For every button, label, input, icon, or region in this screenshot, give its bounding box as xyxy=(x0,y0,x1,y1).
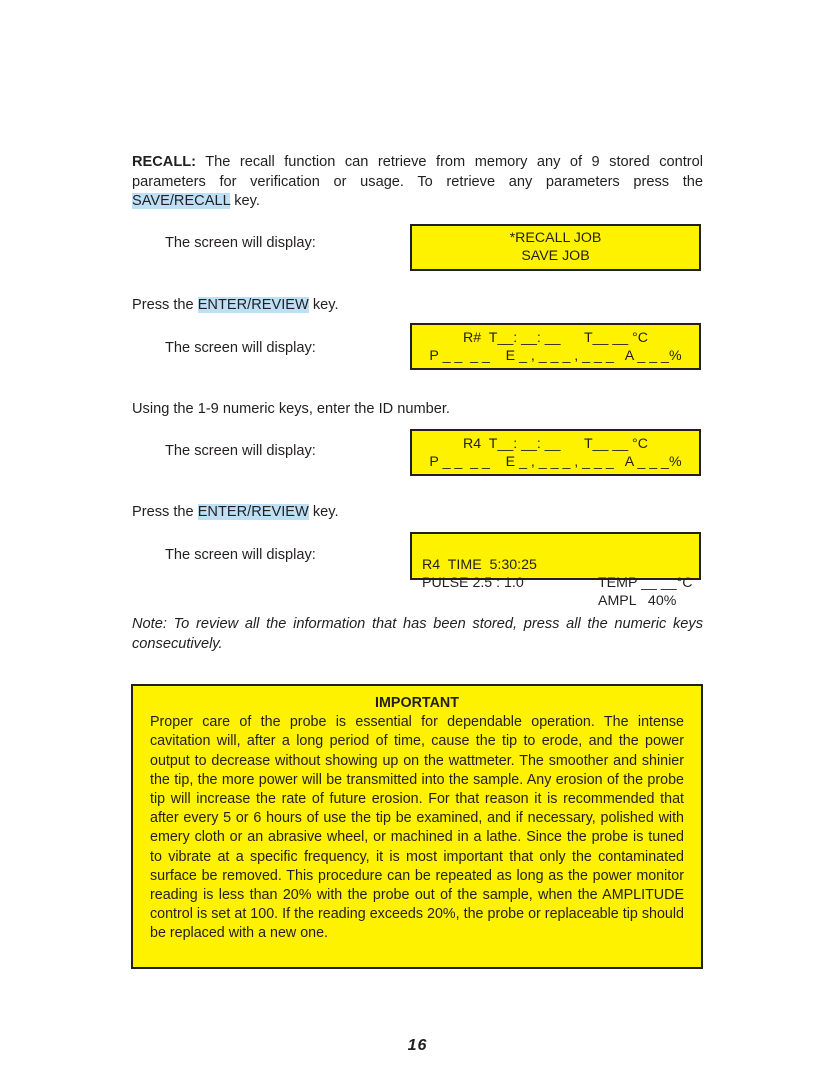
step-text-end: key. xyxy=(308,504,339,520)
lcd-line: P _ _ _ _ E _ , _ _ _ , _ _ _ A _ _ _% xyxy=(429,454,682,470)
step-enter-review-1 xyxy=(132,296,703,316)
screen-label-1: The screen will display: xyxy=(165,235,316,251)
lcd-line: P _ _ _ _ E _ , _ _ _ , _ _ _ A _ _ _% xyxy=(429,348,682,364)
important-title: IMPORTANT xyxy=(375,695,459,711)
important-box xyxy=(131,684,703,969)
enter-review-key: ENTER/REVIEW xyxy=(197,297,309,313)
lcd-temp: TEMP __ __°C xyxy=(598,575,693,591)
save-recall-key: SAVE/RECALL xyxy=(132,193,231,209)
recall-text: The recall function can retrieve from memory any of 9 stored control parameters for verification or usage. To retrieve any parameters press the xyxy=(132,154,703,190)
step-enter-review-2 xyxy=(132,503,703,523)
lcd-line: R4 T__: __: __ T__ __ °C xyxy=(463,436,648,452)
screen-label-4: The screen will display: xyxy=(165,547,316,563)
step-text-end: key. xyxy=(308,297,339,313)
lcd-pulse: PULSE 2.5 : 1.0 xyxy=(422,575,524,591)
step-numeric: Using the 1-9 numeric keys, enter the ID number. xyxy=(132,401,450,417)
step-text: Press the xyxy=(132,504,198,520)
lcd-screen-2 xyxy=(410,323,701,370)
lcd-screen-4 xyxy=(410,532,701,609)
note: Note: To review all the information that has been stored, press all the numeric keys consecutively. xyxy=(132,616,703,652)
recall-paragraph xyxy=(132,153,703,212)
step-text: Press the xyxy=(132,297,198,313)
recall-heading: RECALL: xyxy=(132,154,197,170)
lcd-screen-3 xyxy=(410,429,701,476)
enter-review-key: ENTER/REVIEW xyxy=(197,504,309,520)
important-body: Proper care of the probe is essential for dependable operation. The intense cavitation will, after a long period of time, cause the tip to erode, and the power output to decrease without showing up on the wattmeter. The smoother and shinier the tip, the more power will be transmitted into the sample. Any erosion of the probe tip will increase the rate of future erosion. For that reason it is recommended that after every 5 or 6 hours of use the tip be examined, and if necessary, polished with emery cloth or an abrasive wheel, or machined in a lathe. Since the probe is tuned to vibrate at a specific frequency, it is most important that only the contaminated surface be removed. This procedure can be repeated as long as the power monitor reading is less than 20% with the probe out of the sample, when the AMPLITUDE control is set at 100. If the reading exceeds 20%, the probe or replaceable tip should be replaced with a new one. xyxy=(150,714,684,942)
screen-label-3: The screen will display: xyxy=(165,443,316,459)
lcd-line: SAVE JOB xyxy=(521,248,590,264)
lcd-line: *RECALL JOB xyxy=(509,230,602,246)
page-number: 16 xyxy=(407,1037,428,1054)
screen-label-2: The screen will display: xyxy=(165,340,316,356)
lcd-time: R4 TIME 5:30:25 xyxy=(422,557,537,573)
lcd-line: R# T__: __: __ T__ __ °C xyxy=(463,330,648,346)
lcd-screen-1 xyxy=(410,224,701,271)
recall-text-end: key. xyxy=(230,193,260,209)
lcd-ampl: AMPL 40% xyxy=(598,593,677,609)
